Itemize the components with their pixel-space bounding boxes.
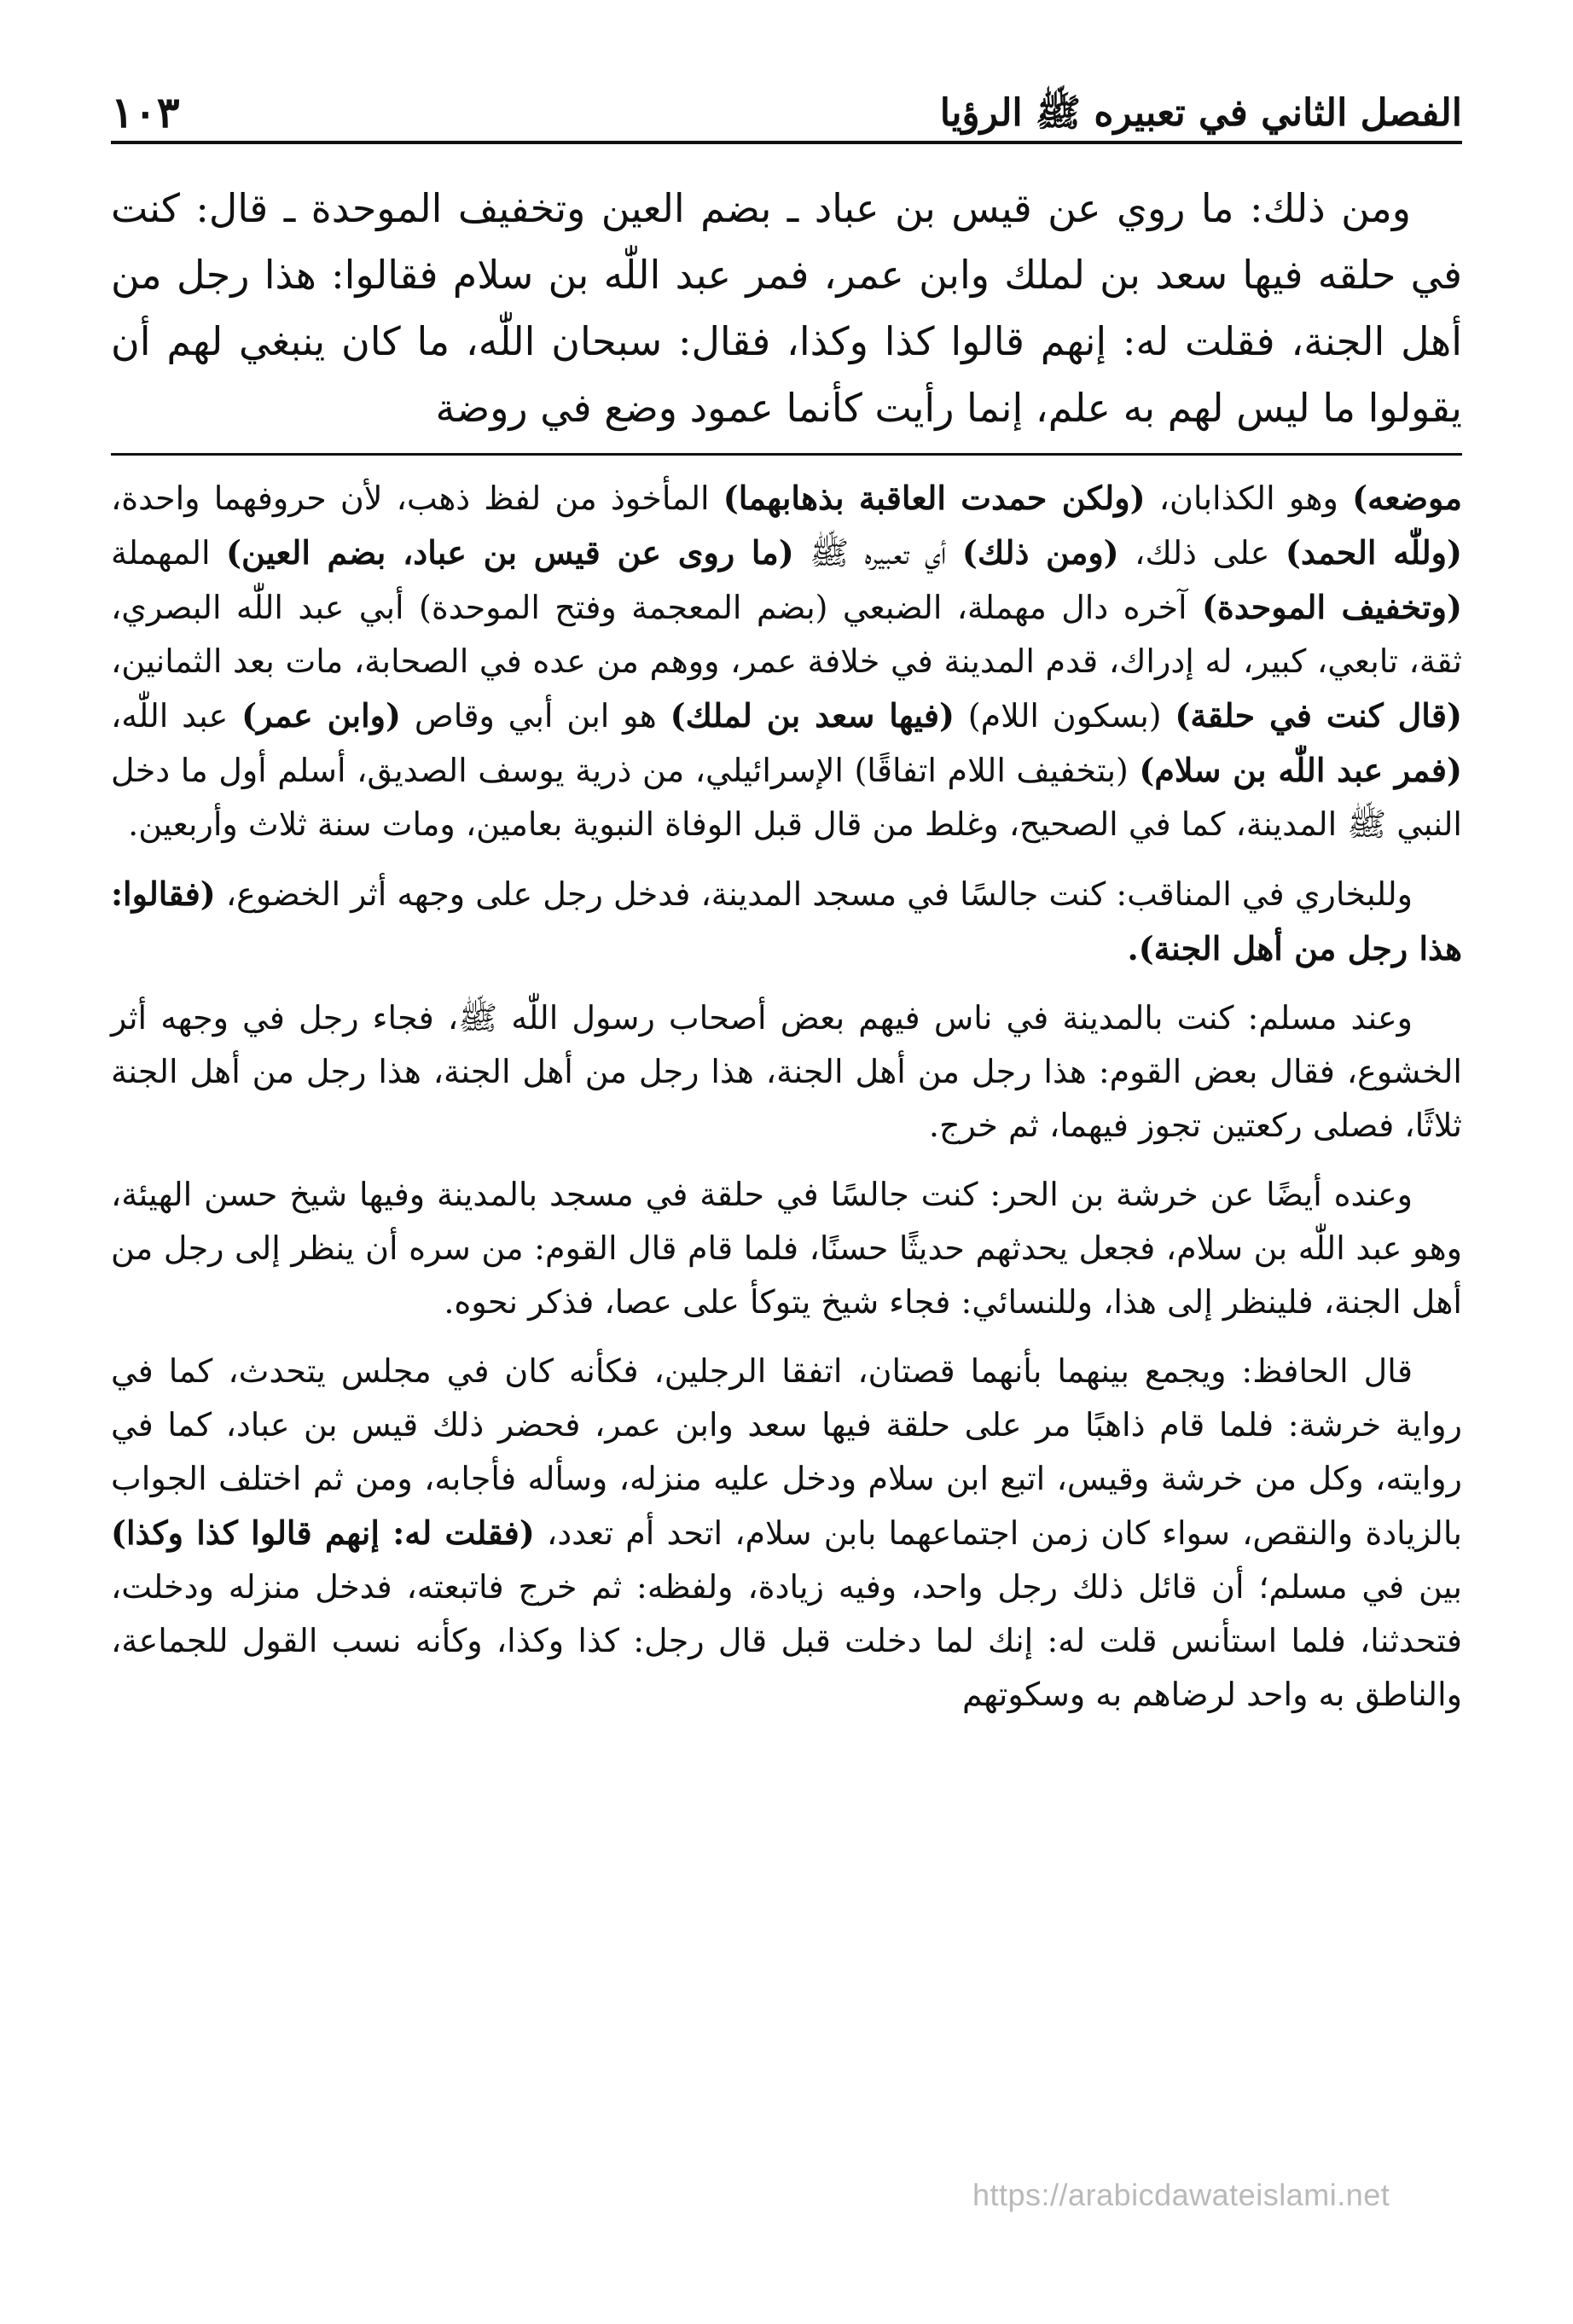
quoted-phrase: (فقلت له: إنهم قالوا كذا وكذا) [111,1514,535,1552]
commentary-run: هو ابن أبي وقاص [401,697,670,735]
page-header [111,60,1462,144]
commentary-run: وللبخاري في المناقب: كنت جالسًا في مسجد المدينة، فدخل رجل على وجهه أثر الخضوع، [215,875,1413,913]
commentary-paragraph [111,1168,1462,1329]
page-number: ١٠٣ [111,87,180,137]
commentary-run: المأخوذ من لفظ ذهب، لأن حروفهما واحدة، [111,479,723,517]
commentary-paragraph [111,991,1462,1153]
quoted-phrase: (وابن عمر) [241,696,402,735]
quoted-phrase: (وتخفيف الموحدة) [1201,588,1462,626]
quoted-phrase: (فمر عبد اللّٰه بن سلام) [1139,751,1462,789]
section-divider [111,453,1462,456]
commentary-run: آخره دال مهملة، الضبعي (بضم المعجمة وفتح الموحدة) أبي عبد اللّٰه البصري، ثقة، تابعي، كبير، له إدراك، قدم المدينة في خلافة عمر، ووهم من عده في الصحابة، مات بعد الثمانين، [111,589,1462,680]
commentary-paragraph [111,867,1462,976]
quoted-phrase: موضعه) [1352,479,1462,517]
main-text [111,175,1462,441]
quoted-phrase: (وللّٰه الحمد) [1285,533,1462,572]
watermark-url: https://arabicdawateislami.net [972,2177,1390,2212]
commentary-run: وعند مسلم: كنت بالمدينة في ناس فيهم بعض أصحاب رسول اللّٰه ﷺ، فجاء رجل في وجهه أثر الخشوع، فقال بعض القوم: هذا رجل من أهل الجنة، هذا رجل من أهل الجنة، هذا رجل من أهل الجنة ثلاثًا، فصلى ركعتين تجوز فيهما، ثم خرج. [111,999,1462,1144]
commentary-paragraph [111,471,1462,851]
quoted-phrase: (فيها سعد بن لملك) [670,696,955,735]
commentary-run: (بسكون اللام) [955,697,1175,735]
quoted-phrase: (ما روى عن قيس بن عباد، بضم العين) [226,533,794,572]
quoted-phrase: (فقالوا: هذا رجل من أهل الجنة). [111,874,1462,967]
commentary-run: على ذلك، [1118,534,1286,572]
running-title: الفصل الثاني في تعبيره ﷺ الرؤيا [939,91,1462,135]
commentary-text [111,471,1462,1722]
main-text-paragraph: ومن ذلك: ما روي عن قيس بن عباد ـ بضم العين وتخفيف الموحدة ـ قال: كنت في حلقه فيها سعد بن لملك وابن عمر، فمر عبد اللّٰه بن سلام فقالوا: هذا رجل من أهل الجنة، فقلت له: إنهم قالوا كذا وكذا، فقال: سبحان اللّٰه، ما كان ينبغي لهم أن يقولوا ما ليس لهم به علم، إنما رأيت كأنما عمود وضع في روضة [111,185,1462,431]
commentary-run: وهو الكذابان، [1145,479,1353,517]
quoted-phrase: (ولكن حمدت العاقبة بذهابهما) [723,479,1146,517]
commentary-run: بين في مسلم؛ أن قائل ذلك رجل واحد، وفيه زيادة، ولفظه: ثم خرج فاتبعته، فدخل منزله ودخلت، فتحدثنا، فلما استأنس قلت له: إنك لما دخلت قبل قال رجل: كذا وكذا، وكأنه نسب القول للجماعة، والناطق به واحد لرضاهم به وسكوتهم [111,1568,1462,1713]
commentary-run: (بتخفيف اللام اتفاقًا) الإسرائيلي، من ذرية يوسف الصديق، أسلم أول ما دخل النبي ﷺ المدينة، كما في الصحيح، وغلط من قال قبل الوفاة النبوية بعامين، ومات سنة ثلاث وأربعين. [111,752,1462,843]
commentary-run: قال الحافظ: ويجمع بينهما بأنهما قصتان، اتفقا الرجلين، فكأنه كان في مجلس يتحدث، كما في رواية خرشة: فلما قام ذاهبًا مر على حلقة فيها سعد وابن عمر، فحضر ذلك قيس بن عباد، كما في روايته، وكل من خرشة وقيس، اتبع ابن سلام ودخل عليه منزله، وسأله فأجابه، ومن ثم اختلف الجواب بالزيادة والنقص، سواء كان زمن اجتماعهما بابن سلام، اتحد أم تعدد، [111,1352,1462,1552]
quoted-phrase: (قال كنت في حلقة) [1175,696,1462,735]
commentary-run: وعنده أيضًا عن خرشة بن الحر: كنت جالسًا في حلقة في مسجد بالمدينة وفيها شيخ حسن الهيئة، وهو عبد اللّٰه بن سلام، فجعل يحدثهم حديثًا حسنًا، فلما قام قال القوم: من سره أن ينظر إلى رجل من أهل الجنة، فلينظر إلى هذا، وللنسائي: فجاء شيخ يتوكأ على عصا، فذكر نحوه. [111,1176,1462,1321]
book-page [111,60,1462,2324]
commentary-run: عبد اللّٰه، [111,697,242,735]
commentary-run: أي تعبيره ﷺ [793,534,962,572]
commentary-paragraph [111,1345,1462,1722]
quoted-phrase: (ومن ذلك) [961,533,1119,572]
commentary-run: المهملة [111,534,227,572]
